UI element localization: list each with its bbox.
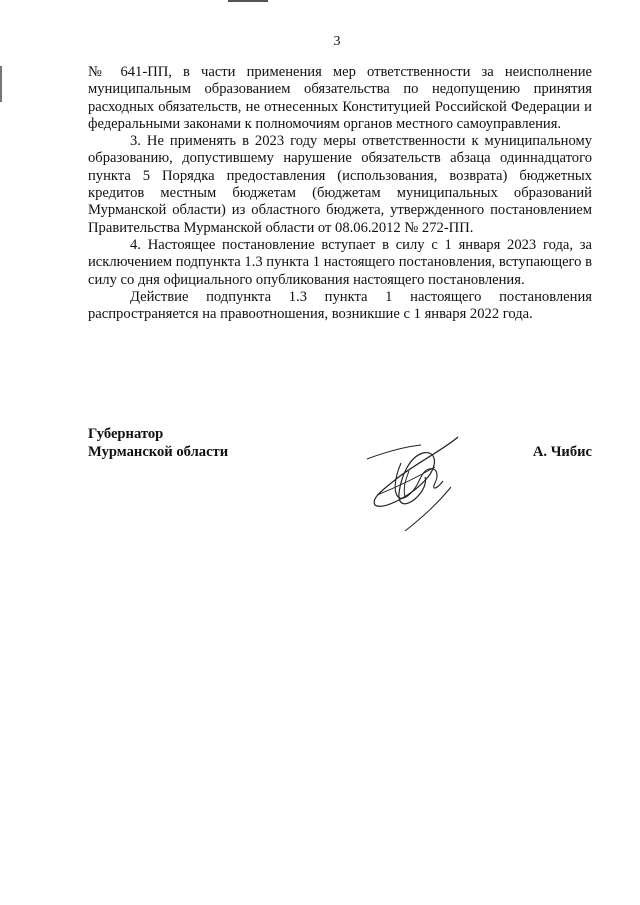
signature-block — [88, 425, 592, 545]
paragraph-continuation: № 641-ПП, в части применения мер ответственности за неисполнение муниципальным образованием обязательства по недопущению принятия расходных обязательств, не отнесенных Конституцией Российской Федерации и федеральными законами к полномочиям органов местного самоуправления. — [88, 64, 592, 132]
signer-title-line1: Губернатор — [88, 426, 164, 442]
signer-name: А. Чибис — [532, 444, 592, 460]
paragraph-item-4: 4. Настоящее постановление вступает в силу с 1 января 2023 года, за исключением подпункта 1.3 пункта 1 настоящего постановления, вступающего в силу со дня официального опубликования настоящего постановления. — [88, 236, 593, 288]
document-body — [88, 64, 592, 323]
scan-mark-left — [0, 66, 2, 102]
paragraph-effect: Действие подпункта 1.3 пункта 1 настоящего постановления распространяется на правоотношения, возникшие с 1 января 2022 года. — [88, 288, 592, 323]
paragraph-item-3: 3. Не применять в 2023 году меры ответственности к муниципальному образованию, допустившему нарушение обязательств абзаца одиннадцатого пункта 5 Порядка предоставления (использования, возврата) бюджетных кредитов местным бюджетам (бюджетам муниципальных образований Мурманской области) из областного бюджета, утвержденного постановлением Правительства Мурманской области от 08.06.2012 № 272-ПП. — [88, 133, 592, 236]
scan-mark-top — [228, 0, 268, 2]
handwritten-signature — [343, 425, 473, 540]
signer-title-line2: Мурманской области — [88, 444, 229, 460]
page-number: 3 — [333, 34, 341, 49]
signer-title — [88, 425, 228, 461]
